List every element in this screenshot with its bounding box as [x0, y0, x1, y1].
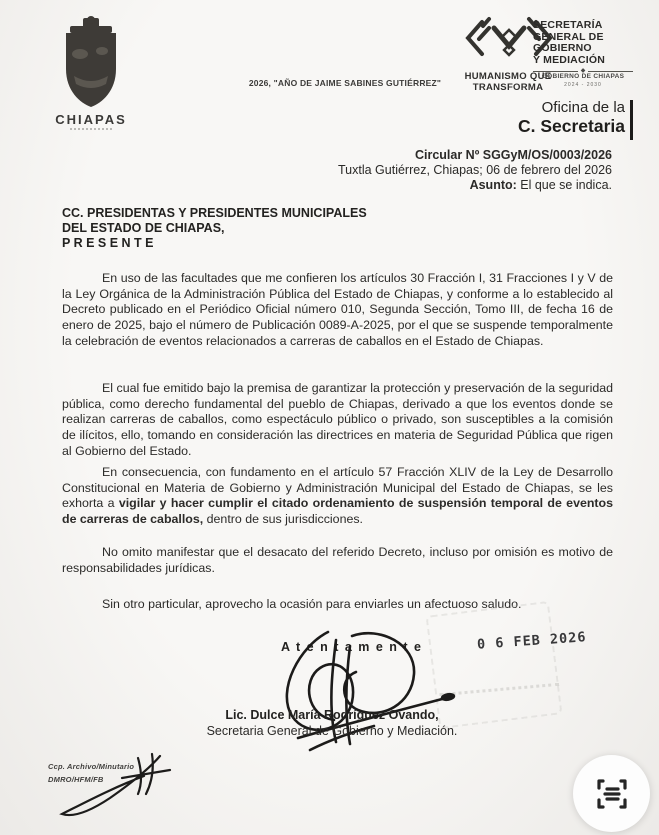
- scan-text-icon: [594, 778, 630, 810]
- secretariat-line: Y MEDIACIÓN: [533, 53, 606, 66]
- paragraph-5: Sin otro particular, aprovecho la ocasión para enviarles un afectuoso saludo.: [102, 597, 522, 611]
- secretariat-line: GOBIERNO: [533, 42, 592, 54]
- secretariat-line: SECRETARÍA: [533, 19, 603, 31]
- salutation: A t e n t a m e n t e: [281, 640, 423, 654]
- motto-line1: HUMANISMO QUE: [464, 71, 552, 82]
- paragraph-1: En uso de las facultades que me confieren los artículos 30 Fracción I, 31 Fracciones I y V de la Ley Orgánica de la Administración Pública del Estado de Chiapas, y conforme a lo establecido al Decreto publicado en el Periódico Oficial número 010, Segunda Sección, Tomo III, de fecha 16 de enero de 2025, bajo el número de Publicación 0089-A-2025, por el que se suspende temporalmente la celebración de eventos relacionados a carreras de caballos en el Estado de Chiapas.: [62, 271, 613, 348]
- signer-name: Lic. Dulce María Rodríguez Ovando,: [225, 708, 439, 722]
- paragraph-4: No omito manifestar que el desacato del referido Decreto, incluso por omisión es motivo de responsabilidades jurídicas.: [62, 545, 613, 575]
- addressee-line3: P R E S E N T E: [62, 236, 154, 251]
- ccp-line1: Ccp. Archivo/Minutario: [48, 762, 135, 771]
- chiapas-tagline-decoration: [70, 128, 112, 133]
- addressee-block: [62, 206, 482, 252]
- paragraph-2: El cual fue emitido bajo la premisa de garantizar la protección y preservación de la seguridad pública, como derecho fundamental del pueblo de Chiapas, derivado a que los eventos donde se realizan carreras de caballos, como espectáculo público o privado, son susceptibles a la comisión de ilícitos, ello, tomando en consideración las directrices en materia de Seguridad Pública que rigen al Gobierno del Estado.: [62, 381, 613, 458]
- place-date: Tuxtla Gutiérrez, Chiapas; 06 de febrero del 2026: [338, 163, 612, 178]
- signer-block: [172, 707, 492, 739]
- chiapas-wordmark: CHIAPAS: [55, 112, 127, 127]
- secretariat-line: GENERAL DE: [533, 30, 604, 43]
- paragraph-3-post: dentro de sus jurisdicciones.: [203, 512, 363, 527]
- reference-block: [200, 148, 612, 194]
- date-received-stamp: 0 6 FEB 2026: [476, 629, 587, 653]
- ccp-line2: DMRO/HFM/FB: [48, 775, 104, 784]
- motto-line2: TRANSFORMA: [472, 81, 544, 93]
- paragraph-3-pre: En consecuencia, con fundamento en el artículo 57 Fracción XLIV de la Ley de Desarrollo Constitucional en Materia de Gobierno y Administración Municipal del Estado de Chiapas, se les exhorta a: [62, 465, 613, 511]
- scan-text-button[interactable]: [573, 755, 650, 832]
- subject-line: [200, 178, 612, 193]
- government-period: 2024 - 2030: [564, 82, 602, 88]
- signer-title: Secretaria General de Gobierno y Mediación.: [206, 724, 458, 738]
- secretariat-wordmark: [533, 20, 645, 66]
- addressee-line1: CC. PRESIDENTAS Y PRESIDENTES MUNICIPALES: [62, 206, 367, 220]
- circular-number: Circular Nº SGGyM/OS/0003/2026: [414, 148, 612, 162]
- office-line2: C. Secretaria: [517, 116, 625, 136]
- government-label: GOBIERNO DE CHIAPAS: [541, 73, 625, 80]
- paragraph-3: [62, 465, 613, 528]
- office-vertical-bar: [630, 100, 633, 140]
- addressee-line2: DEL ESTADO DE CHIAPAS,: [62, 221, 225, 236]
- initials-scribble: [52, 748, 192, 818]
- chiapas-coat-of-arms: [56, 16, 126, 112]
- subject-value: El que se indica.: [516, 178, 612, 193]
- year-legend: 2026, "AÑO DE JAIME SABINES GUTIÉRREZ": [248, 78, 442, 88]
- office-line1: Oficina de la: [541, 99, 625, 116]
- paragraph-3-bold: vigilar y hacer cumplir el citado ordenamiento de suspensión temporal de eventos de carreras de caballos,: [62, 496, 614, 527]
- office-block: [420, 99, 625, 135]
- diamond-icon: ◆: [580, 68, 586, 74]
- subject-label: Asunto:: [469, 178, 517, 193]
